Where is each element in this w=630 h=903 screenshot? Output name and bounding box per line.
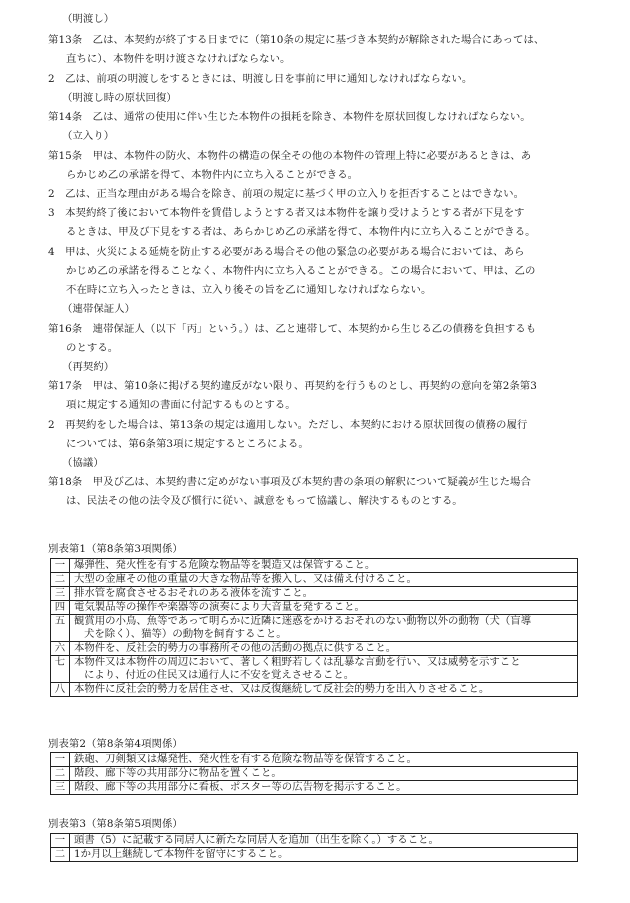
table-row: [51, 615, 578, 642]
row-number: 六: [51, 642, 70, 656]
table-1: [50, 558, 578, 697]
heading-article-16: （連帯保証人）: [62, 303, 136, 315]
table-row: [51, 601, 578, 615]
table-row: [51, 767, 578, 781]
row-text: 電気製品等の操作や楽器等の演奏により大音量を発すること。: [70, 601, 578, 615]
row-number: 三: [51, 781, 70, 795]
article-15-para-3-line-2: るときは、甲及び下見をする者は、あらかじめ乙の承諾を得て、本物件内に立ち入ることができる。: [66, 226, 536, 238]
table-3-title: 別表第3（第8条第5項関係）: [48, 818, 183, 830]
article-18-line-1: 第18条 甲及び乙は、本契約書に定めがない事項及び本契約書の条項の解釈について疑義が生じた場合: [48, 476, 531, 488]
article-15-line-2: らかじめ乙の承諾を得て、本物件内に立ち入ることができる。: [66, 169, 359, 181]
row-text: 頭書（5）に記載する同居人に新たな同居人を追加（出生を除く。）すること。: [70, 834, 578, 848]
row-number: 五: [51, 615, 70, 642]
article-14-line-1: 第14条 乙は、通常の使用に伴い生じた本物件の損耗を除き、本物件を原状回復しなければならない。: [48, 111, 531, 123]
row-text-line-1: 本物件又は本物件の周辺において、著しく粗野若しくは乱暴な言動を行い、又は威勢を示すこと: [74, 656, 521, 668]
row-number: 一: [51, 834, 70, 848]
heading-article-17: （再契約）: [62, 361, 115, 373]
row-number: 二: [51, 573, 70, 587]
row-text: 本物件を、反社会的勢力の事務所その他の活動の拠点に供すること。: [70, 642, 578, 656]
row-text: 階段、廊下等の共用部分に看板、ポスター等の広告物を掲示すること。: [70, 781, 578, 795]
table-2-title: 別表第2（第8条第4項関係）: [48, 738, 183, 750]
table-row: [51, 573, 578, 587]
row-text-line-1: 観賞用の小鳥、魚等であって明らかに近隣に迷惑をかけるおそれのない動物以外の動物（犬（盲導: [74, 615, 532, 627]
row-text: 階段、廊下等の共用部分に物品を置くこと。: [70, 767, 578, 781]
article-17-line-2: 項に規定する通知の書面に付記するものとする。: [66, 399, 296, 411]
article-13-para-2: 2 乙は、前項の明渡しをするときには、明渡し日を事前に甲に通知しなければならない。: [48, 73, 473, 85]
article-16-line-1: 第16条 連帯保証人（以下「丙」という。）は、乙と連帯して、本契約から生じる乙の債務を負担するも: [48, 323, 537, 335]
article-17-para-2-line-1: 2 再契約をした場合は、第13条の規定は適用しない。ただし、本契約における原状回復の債務の履行: [48, 419, 528, 431]
row-text-line-2: により、付近の住民又は通行人に不安を覚えさせること。: [84, 669, 355, 681]
table-row: [51, 642, 578, 656]
article-16-line-2: のとする。: [66, 342, 119, 354]
article-18-line-2: は、民法その他の法令及び慣行に従い、誠意をもって協議し、解決するものとする。: [66, 495, 463, 507]
row-text: [70, 656, 578, 683]
table-row: [51, 753, 578, 767]
article-13-line-1: 第13条 乙は、本契約が終了する日までに（第10条の規定に基づき本契約が解除された場合にあっては、: [48, 34, 545, 46]
row-number: 四: [51, 601, 70, 615]
table-row: [51, 781, 578, 795]
table-3: [50, 833, 578, 862]
row-number: 一: [51, 559, 70, 573]
heading-article-14: （明渡し時の原状回復）: [62, 92, 177, 104]
row-number: 八: [51, 683, 70, 697]
article-17-para-2-line-2: については、第6条第3項に規定するところによる。: [66, 438, 309, 450]
row-text: 大型の金庫その他の重量の大きな物品等を搬入し、又は備え付けること。: [70, 573, 578, 587]
table-row: [51, 683, 578, 697]
article-15-para-3-line-1: 3 本契約終了後において本物件を賃借しようとする者又は本物件を譲り受けようとする者が下見をす: [48, 207, 525, 219]
row-text: 鉄砲、刀剣類又は爆発性、発火性を有する危険な物品等を保管すること。: [70, 753, 578, 767]
article-15-line-1: 第15条 甲は、本物件の防火、本物件の構造の保全その他の本物件の管理上特に必要があるときは、あ: [48, 150, 532, 162]
row-text-line-2: 犬を除く）、猫等）の動物を飼育すること。: [84, 628, 287, 640]
table-row: [51, 656, 578, 683]
row-text: 本物件に反社会的勢力を居住させ、又は反復継続して反社会的勢力を出入りさせること。: [70, 683, 578, 697]
table-row: [51, 848, 578, 862]
table-2: [50, 752, 578, 795]
row-number: 二: [51, 848, 70, 862]
table-1-title: 別表第1（第8条第3項関係）: [48, 543, 183, 555]
row-number: 七: [51, 656, 70, 683]
row-text: [70, 615, 578, 642]
heading-article-15: （立入り）: [62, 130, 115, 142]
article-15-para-4-line-2: かじめ乙の承諾を得ることなく、本物件内に立ち入ることができる。この場合において、甲は、乙の: [66, 265, 536, 277]
article-15-para-2: 2 乙は、正当な理由がある場合を除き、前項の規定に基づく甲の立入りを拒否することはできない。: [48, 188, 525, 200]
row-text: 1か月以上継続して本物件を留守にすること。: [70, 848, 578, 862]
row-number: 二: [51, 767, 70, 781]
article-17-line-1: 第17条 甲は、第10条に掲げる契約違反がない限り、再契約を行うものとし、再契約の意向を第2条第3: [48, 380, 537, 392]
heading-article-13: （明渡し）: [62, 13, 115, 25]
row-number: 三: [51, 587, 70, 601]
row-text: 排水管を腐食させるおそれのある液体を流すこと。: [70, 587, 578, 601]
table-row: [51, 559, 578, 573]
table-row: [51, 834, 578, 848]
article-15-para-4-line-3: 不在時に立ち入ったときは、立入り後その旨を乙に通知しなければならない。: [66, 284, 432, 296]
article-13-line-2: 直ちに）、本物件を明け渡さなければならない。: [66, 53, 291, 65]
row-text: 爆弾性、発火性を有する危険な物品等を製造又は保管すること。: [70, 559, 578, 573]
table-row: [51, 587, 578, 601]
heading-article-18: （協議）: [62, 457, 104, 469]
article-15-para-4-line-1: 4 甲は、火災による延焼を防止する必要がある場合その他の緊急の必要がある場合においては、あら: [48, 246, 525, 258]
row-number: 一: [51, 753, 70, 767]
